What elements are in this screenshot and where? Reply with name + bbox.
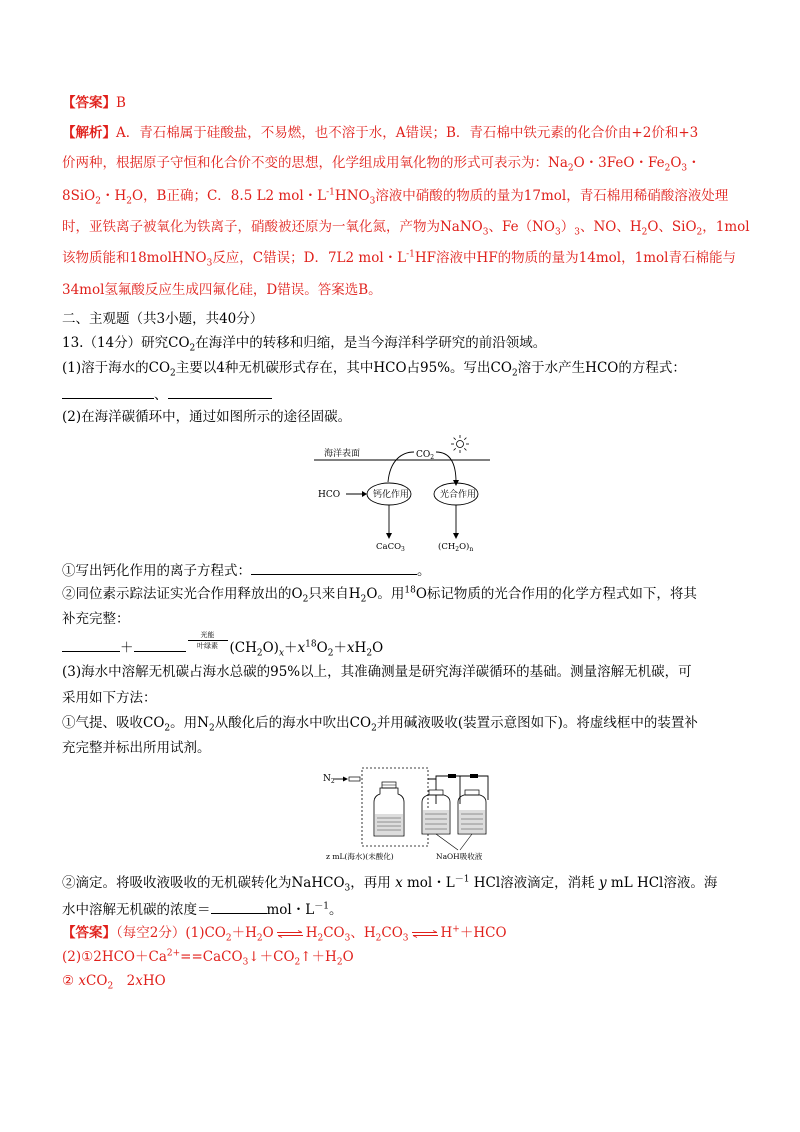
q13-part1-blanks: 、 (62, 384, 272, 404)
curve-arrow-up (388, 452, 414, 482)
answer-blank-2[interactable] (168, 384, 272, 399)
answer2-line-2: $(2)①2HCO+Ca^{2+}==CaCO_3↓+CO_2↑+H_2O$ (62, 948, 354, 968)
q13-part1: (1)溶于海水的$CO_2$主要以4种无机碳形式存在，其中HCO占95%。写出$CO_2$溶于水产生HCO的方程式： (62, 360, 686, 379)
q13-part2-2: ②同位素示踪法证实光合作用释放出的$O_2$只来自$H_2O$。用$^{18}$O标记物质的光合作用的化学方程式如下，将其 (62, 585, 697, 605)
section-heading: 二、主观题（共3小题，共40分） (62, 311, 264, 327)
analysis-line-1: 【解析】A．青石棉属于硅酸盐，不易燃，也不溶于水，A错误；B．青石棉中铁元素的化合价由+2价和+3 (62, 125, 699, 141)
answer-value: B (116, 95, 126, 111)
q13-part3-2: ②滴定。将吸收液吸收的无机碳转化为NaHCO$_3$，再用 x mol・$L^{-1}$ HCl溶液滴定，消耗 y mL HCl溶液。海 (62, 874, 718, 894)
answer-line (62, 94, 126, 112)
ch2o-label: $(CH_2O)_n$ (438, 542, 474, 552)
seawater-flask (374, 782, 404, 836)
answer2-line-3: ② xCO$_2$ 2xHO (62, 973, 166, 992)
ocean-surface-label: 海洋表面 (324, 449, 361, 459)
photosynthesis-label: 光合作用 (440, 490, 477, 500)
reaction-arrow: 光能 叶绿素 (186, 637, 230, 655)
gas-tube (428, 776, 488, 790)
equilibrium-arrow-icon (276, 925, 304, 943)
answer2-line-1: 【答案】（每空2分）$(1)CO_2+H_2O$ $H_2CO_3$、$H_2CO_3$ H+＋HCO (62, 924, 507, 944)
hco-label: HCO (318, 490, 341, 500)
analysis-line-5: 该物质能和18molHNO$_3$反应，C错误；D．7L2 mol・$L^{-1}HF$溶液中HF的物质的量为14mol，1mol青石棉能与 (62, 249, 736, 269)
q13-part3-a: (3)海水中溶解无机碳占海水总碳的95%以上，其准确测量是研究海洋碳循环的基础。测量溶解无机碳，可 (62, 664, 692, 680)
curve-arrow-down (436, 452, 456, 482)
question-13-head: 13.（14分）研究$CO_2$在海洋中的转移和归缩，是当今海洋科学研究的前沿领域。 (62, 335, 547, 354)
answer2-tag: 【答案】 (62, 925, 116, 941)
q13-part3-1: ①气提、吸收$CO_2$。用$N_2$从酸化后的海水中吹出$CO_2$并用碱液吸收(装置示意图如下)。将虚线框中的装置补 (62, 715, 698, 734)
answer-blank-4[interactable] (62, 637, 120, 652)
analysis-line-3: 8SiO$_2$・$H_2O$，B正确；C．8.5 L2 mol・$L^{-1}HNO_3$溶液中硝酸的物质的量为17mol，青石棉用稀硝酸溶液处理 (62, 187, 729, 207)
co2-label: $CO_2$ (416, 450, 435, 461)
answer-blank-3[interactable] (251, 560, 417, 575)
analysis-tag: 【解析】 (62, 125, 116, 141)
naoh-label: NaOH吸收液 (436, 852, 483, 861)
answer-blank-5[interactable] (134, 637, 186, 652)
calcification-label: 钙化作用 (373, 490, 410, 500)
answer-tag: 【答案】 (62, 95, 116, 111)
n2-label: $N_2$ (323, 774, 335, 785)
photosynthesis-equation: ＋ 光能 叶绿素 $(CH_2O)_x+x^{18}O_2+xH_2O$ (62, 637, 383, 657)
q13-part2-2b: 补充完整： (62, 611, 130, 627)
analysis-line-2: 价两种，根据原子守恒和化合价不变的思想，化学组成用氧化物的形式可表示为：$Na_2O$・3FeO・$Fe_2O_3$・ (62, 155, 701, 174)
answer-blank-6[interactable] (211, 899, 267, 914)
sun-icon (451, 435, 469, 453)
q13-part2: (2)在海洋碳循环中，通过如图所示的途径固碳。 (62, 409, 352, 425)
caco3-label: CaCO$_3$ (376, 542, 405, 552)
analysis-line-6: 34mol氢氟酸反应生成四氟化硅，D错误。答案选B。 (62, 282, 382, 298)
apparatus-diagram (320, 764, 510, 862)
inlet-tube (349, 777, 360, 781)
answer-blank-1[interactable] (62, 384, 154, 399)
q13-part3-1b: 充完整并标出所用试剂。 (62, 740, 211, 756)
carbon-cycle-diagram (310, 430, 500, 552)
q13-part3-2b: 水中溶解无机碳的浓度＝ mol・$L^{-1}$。 (62, 899, 342, 919)
seawater-label: z mL(海水)(未酸化) (326, 852, 394, 861)
equilibrium-arrow-icon (411, 925, 439, 943)
q13-part3-b: 采用如下方法： (62, 690, 157, 706)
q13-part2-1: ①写出钙化作用的离子方程式： 。 (62, 560, 431, 580)
naoh-bottle-2 (458, 790, 486, 834)
analysis-line-4: 时，亚铁离子被氧化为铁离子，硝酸被还原为一氧化氮，产物为NaNO$_3$、$Fe(NO_3)_3$、NO、$H_2O$、SiO$_2$，1mol (62, 219, 750, 238)
